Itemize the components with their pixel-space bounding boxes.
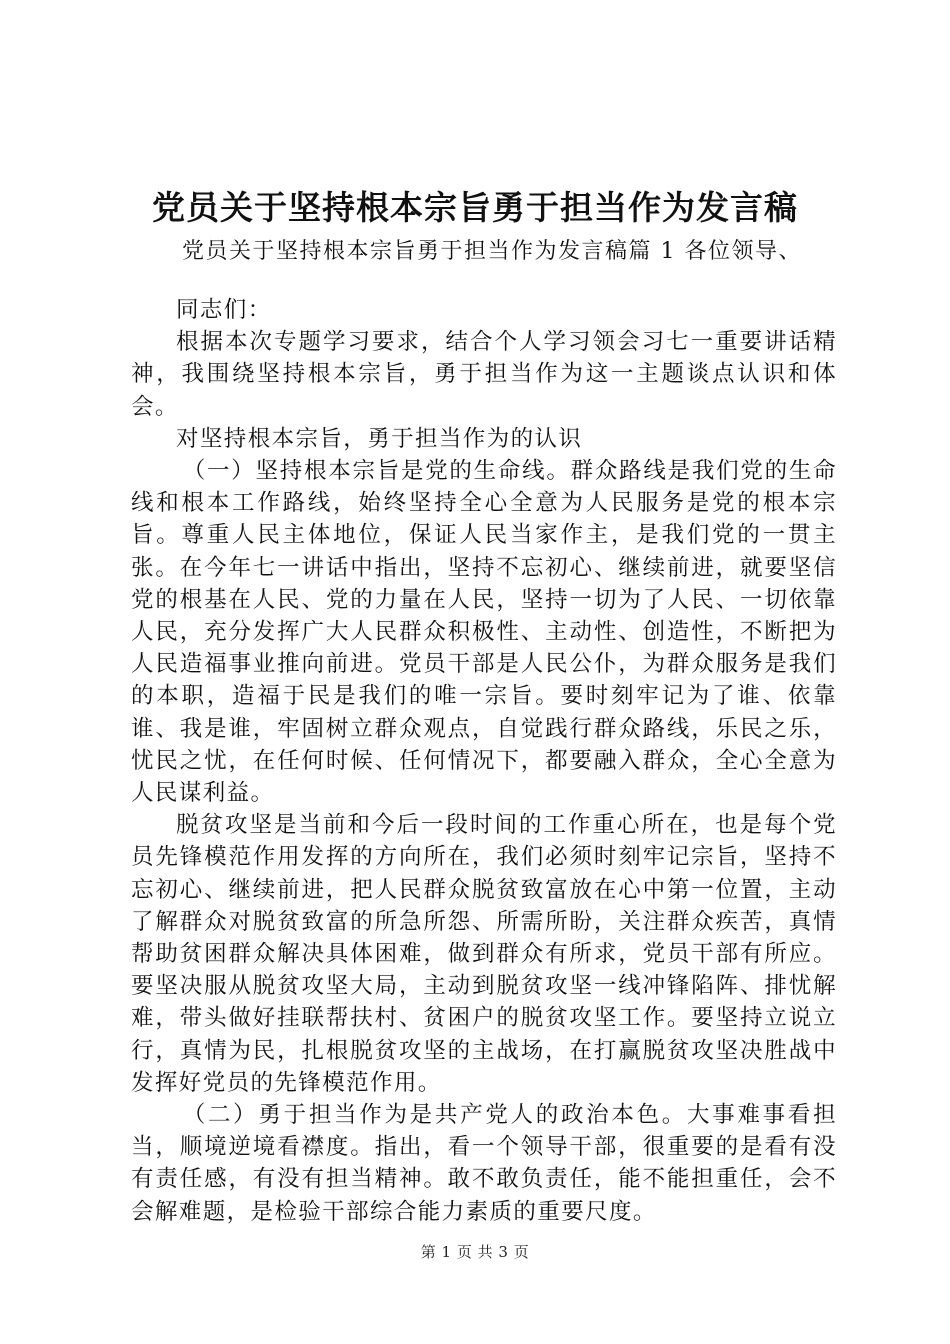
document-title: 党员关于坚持根本宗旨勇于担当作为发言稿	[152, 188, 798, 227]
page-footer: 第 1 页 共 3 页	[420, 1243, 530, 1261]
paragraph-intro: 根据本次专题学习要求，结合个人学习领会习七一重要讲话精神，我围绕坚持根本宗旨，勇于担当作为这一主题谈点认识和体会。	[131, 329, 837, 420]
paragraph-section-heading: 对坚持根本宗旨，勇于担当作为的认识	[176, 425, 583, 452]
paragraph-point-two: （二）勇于担当作为是共产党人的政治本色。大事难事看担当，顺境逆境看襟度。指出，看一个领导干部，很重要的是看有没有责任感，有没有担当精神。敢不敢负责任，能不能担重任，会不会解难题，是检验干部综合能力素质的重要尺度。	[131, 1102, 837, 1225]
paragraph-poverty-alleviation: 脱贫攻坚是当前和今后一段时间的工作重心所在，也是每个党员先锋模范作用发挥的方向所在，我们必须时刻牢记宗旨，坚持不忘初心、继续前进，把人民群众脱贫致富放在心中第一位置，主动了解群众对脱贫致富的所急所怨、所需所盼，关注群众疾苦，真情帮助贫困群众解决具体困难，做到群众有所求，党员干部有所应。要坚决服从脱贫攻坚大局，主动到脱贫攻坚一线冲锋陷阵、排忧解难，带头做好挂联帮扶村、贫困户的脱贫攻坚工作。要坚持立说立行，真情为民，扎根脱贫攻坚的主战场，在打赢脱贫攻坚决胜战中发挥好党员的先锋模范作用。	[131, 812, 837, 1096]
document-body	[131, 294, 837, 1228]
paragraph-salutation: 同志们：	[176, 297, 272, 323]
paragraph-point-one: （一）坚持根本宗旨是党的生命线。群众路线是我们党的生命线和根本工作路线，始终坚持全心全意为人民服务是党的根本宗旨。尊重人民主体地位，保证人民当家作主，是我们党的一贯主张。在今年七一讲话中指出，坚持不忘初心、继续前进，就要坚信党的根基在人民、党的力量在人民，坚持一切为了人民、一切依靠人民，充分发挥广大人民群众积极性、主动性、创造性，不断把为人民造福事业推向前进。党员干部是人民公仆，为群众服务是我们的本职，造福于民是我们的唯一宗旨。要时刻牢记为了谁、依靠谁、我是谁，牢固树立群众观点，自觉践行群众路线，乐民之乐，忧民之忧，在任何时候、任何情况下，都要融入群众，全心全意为人民谋利益。	[131, 458, 837, 807]
document-subtitle: 党员关于坚持根本宗旨勇于担当作为发言稿篇 1 各位领导、	[182, 239, 802, 264]
